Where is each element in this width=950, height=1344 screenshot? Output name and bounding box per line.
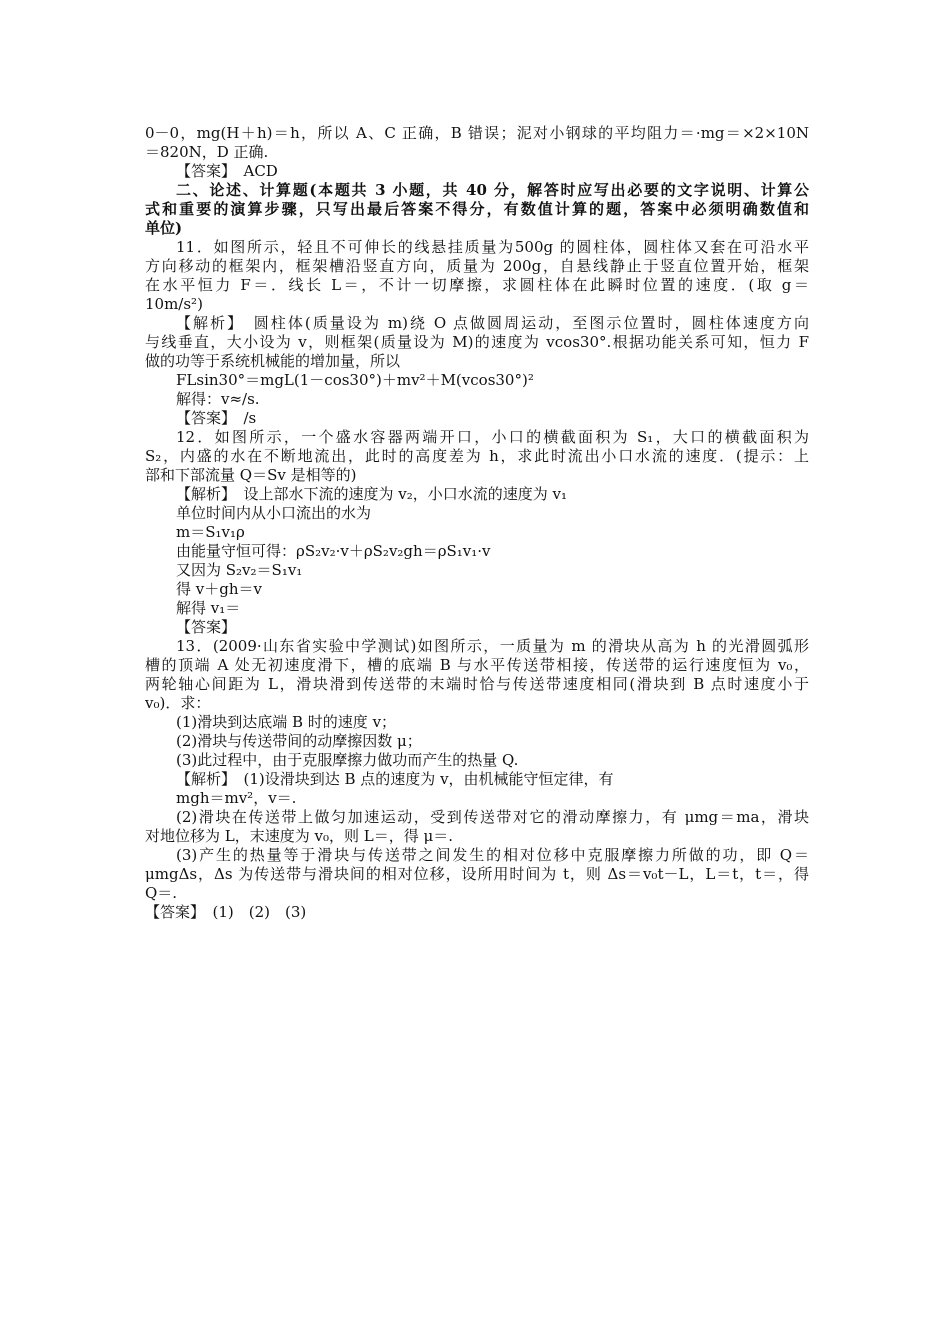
analysis-line: Q＝. <box>145 884 178 902</box>
answer-line: 【答案】 (1) (2) (3) <box>145 903 307 921</box>
question-line: 在水平恒力 F＝．线长 L＝，不计一切摩擦，求圆柱体在此瞬时位置的速度．(取 g＝ <box>145 276 809 294</box>
answer-line: 【答案】 ACD <box>176 162 278 180</box>
section-heading: 单位) <box>145 219 183 237</box>
section-heading: 式和重要的演算步骤，只写出最后答案不得分，有数值计算的题，答案中必须明确数值和 <box>145 200 809 218</box>
question-line: 11．如图所示，轻且不可伸长的线悬挂质量为500g 的圆柱体，圆柱体又套在可沿水平 <box>176 238 809 256</box>
analysis-line: 对地位移为 L，末速度为 v₀，则 L＝，得 μ＝. <box>145 827 453 845</box>
sub-question: (1)滑块到达底端 B 时的速度 v； <box>176 713 397 731</box>
analysis-line: 单位时间内从小口流出的水为 <box>176 504 372 522</box>
equation-line: 解得 v₁＝ <box>176 599 241 617</box>
equation-line: m＝S₁v₁ρ <box>176 523 245 541</box>
equation-line: 得 v＋gh＝v <box>176 580 262 598</box>
analysis-line: 与线垂直，大小设为 v，则框架(质量设为 M)的速度为 vcos30°.根据功能关系可知，恒力 F <box>145 333 809 351</box>
analysis-line: (2)滑块在传送带上做匀加速运动，受到传送带对它的滑动摩擦力，有 μmg＝ma，滑块 <box>176 808 809 826</box>
sub-question: (3)此过程中，由于克服摩擦力做功而产生的热量 Q. <box>176 751 519 769</box>
text-line: 0－0，mg(H＋h)＝h，所以 A、C 正确，B 错误；泥对小钢球的平均阻力＝·mg＝×2×10N <box>145 124 809 142</box>
analysis-line: 【解析】 (1)设滑块到达 B 点的速度为 v，由机械能守恒定律，有 <box>176 770 614 788</box>
analysis-line: (3)产生的热量等于滑块与传送带之间发生的相对位移中克服摩擦力所做的功，即 Q＝ <box>176 846 809 864</box>
question-line: 方向移动的框架内，框架槽沿竖直方向，质量为 200g，自悬线静止于竖直位置开始，框架 <box>145 257 809 275</box>
question-line: 10m/s²) <box>145 295 203 313</box>
question-line: S₂，内盛的水在不断地流出，此时的高度差为 h，求此时流出小口水流的速度．(提示：上 <box>145 447 809 465</box>
analysis-line: 【解析】 设上部水下流的速度为 v₂，小口水流的速度为 v₁ <box>176 485 568 503</box>
question-line: 槽的顶端 A 处无初速度滑下，槽的底端 B 与水平传送带相接，传送带的运行速度恒为 v₀， <box>145 656 809 674</box>
text-line: ＝820N，D 正确. <box>145 143 269 161</box>
sub-question: (2)滑块与传送带间的动摩擦因数 μ； <box>176 732 422 750</box>
analysis-line: 【解析】 圆柱体(质量设为 m)绕 O 点做圆周运动，至图示位置时，圆柱体速度方向 <box>176 314 809 332</box>
equation-line: 由能量守恒可得：ρS₂v₂·v＋ρS₂v₂gh＝ρS₁v₁·v <box>176 542 491 560</box>
analysis-line: 解得：v≈/s. <box>176 390 260 408</box>
answer-line: 【答案】 /s <box>176 409 257 427</box>
question-line: 两轮轴心间距为 L，滑块滑到传送带的末端时恰与传送带速度相同(滑块到 B 点时速度小于 <box>145 675 809 693</box>
equation-line: 又因为 S₂v₂＝S₁v₁ <box>176 561 303 579</box>
answer-line: 【答案】 <box>176 618 237 636</box>
section-heading: 二、论述、计算题(本题共 3 小题，共 40 分，解答时应写出必要的文字说明、计算公 <box>176 181 809 199</box>
question-line: v₀)．求： <box>145 694 211 712</box>
equation-line: FLsin30°＝mgL(1－cos30°)＋mv²＋M(vcos30°)² <box>176 371 534 389</box>
equation-line: mgh＝mv²，v＝. <box>176 789 297 807</box>
analysis-line: μmgΔs，Δs 为传送带与滑块间的相对位移，设所用时间为 t，则 Δs＝v₀t－L，L＝t，t＝，得 <box>145 865 809 883</box>
analysis-line: 做的功等于系统机械能的增加量，所以 <box>145 352 401 370</box>
question-line: 12．如图所示，一个盛水容器两端开口，小口的横截面积为 S₁，大口的横截面积为 <box>176 428 809 446</box>
question-line: 13．(2009·山东省实验中学测试)如图所示，一质量为 m 的滑块从高为 h 的光滑圆弧形 <box>176 637 809 655</box>
question-line: 部和下部流量 Q＝Sv 是相等的) <box>145 466 357 484</box>
